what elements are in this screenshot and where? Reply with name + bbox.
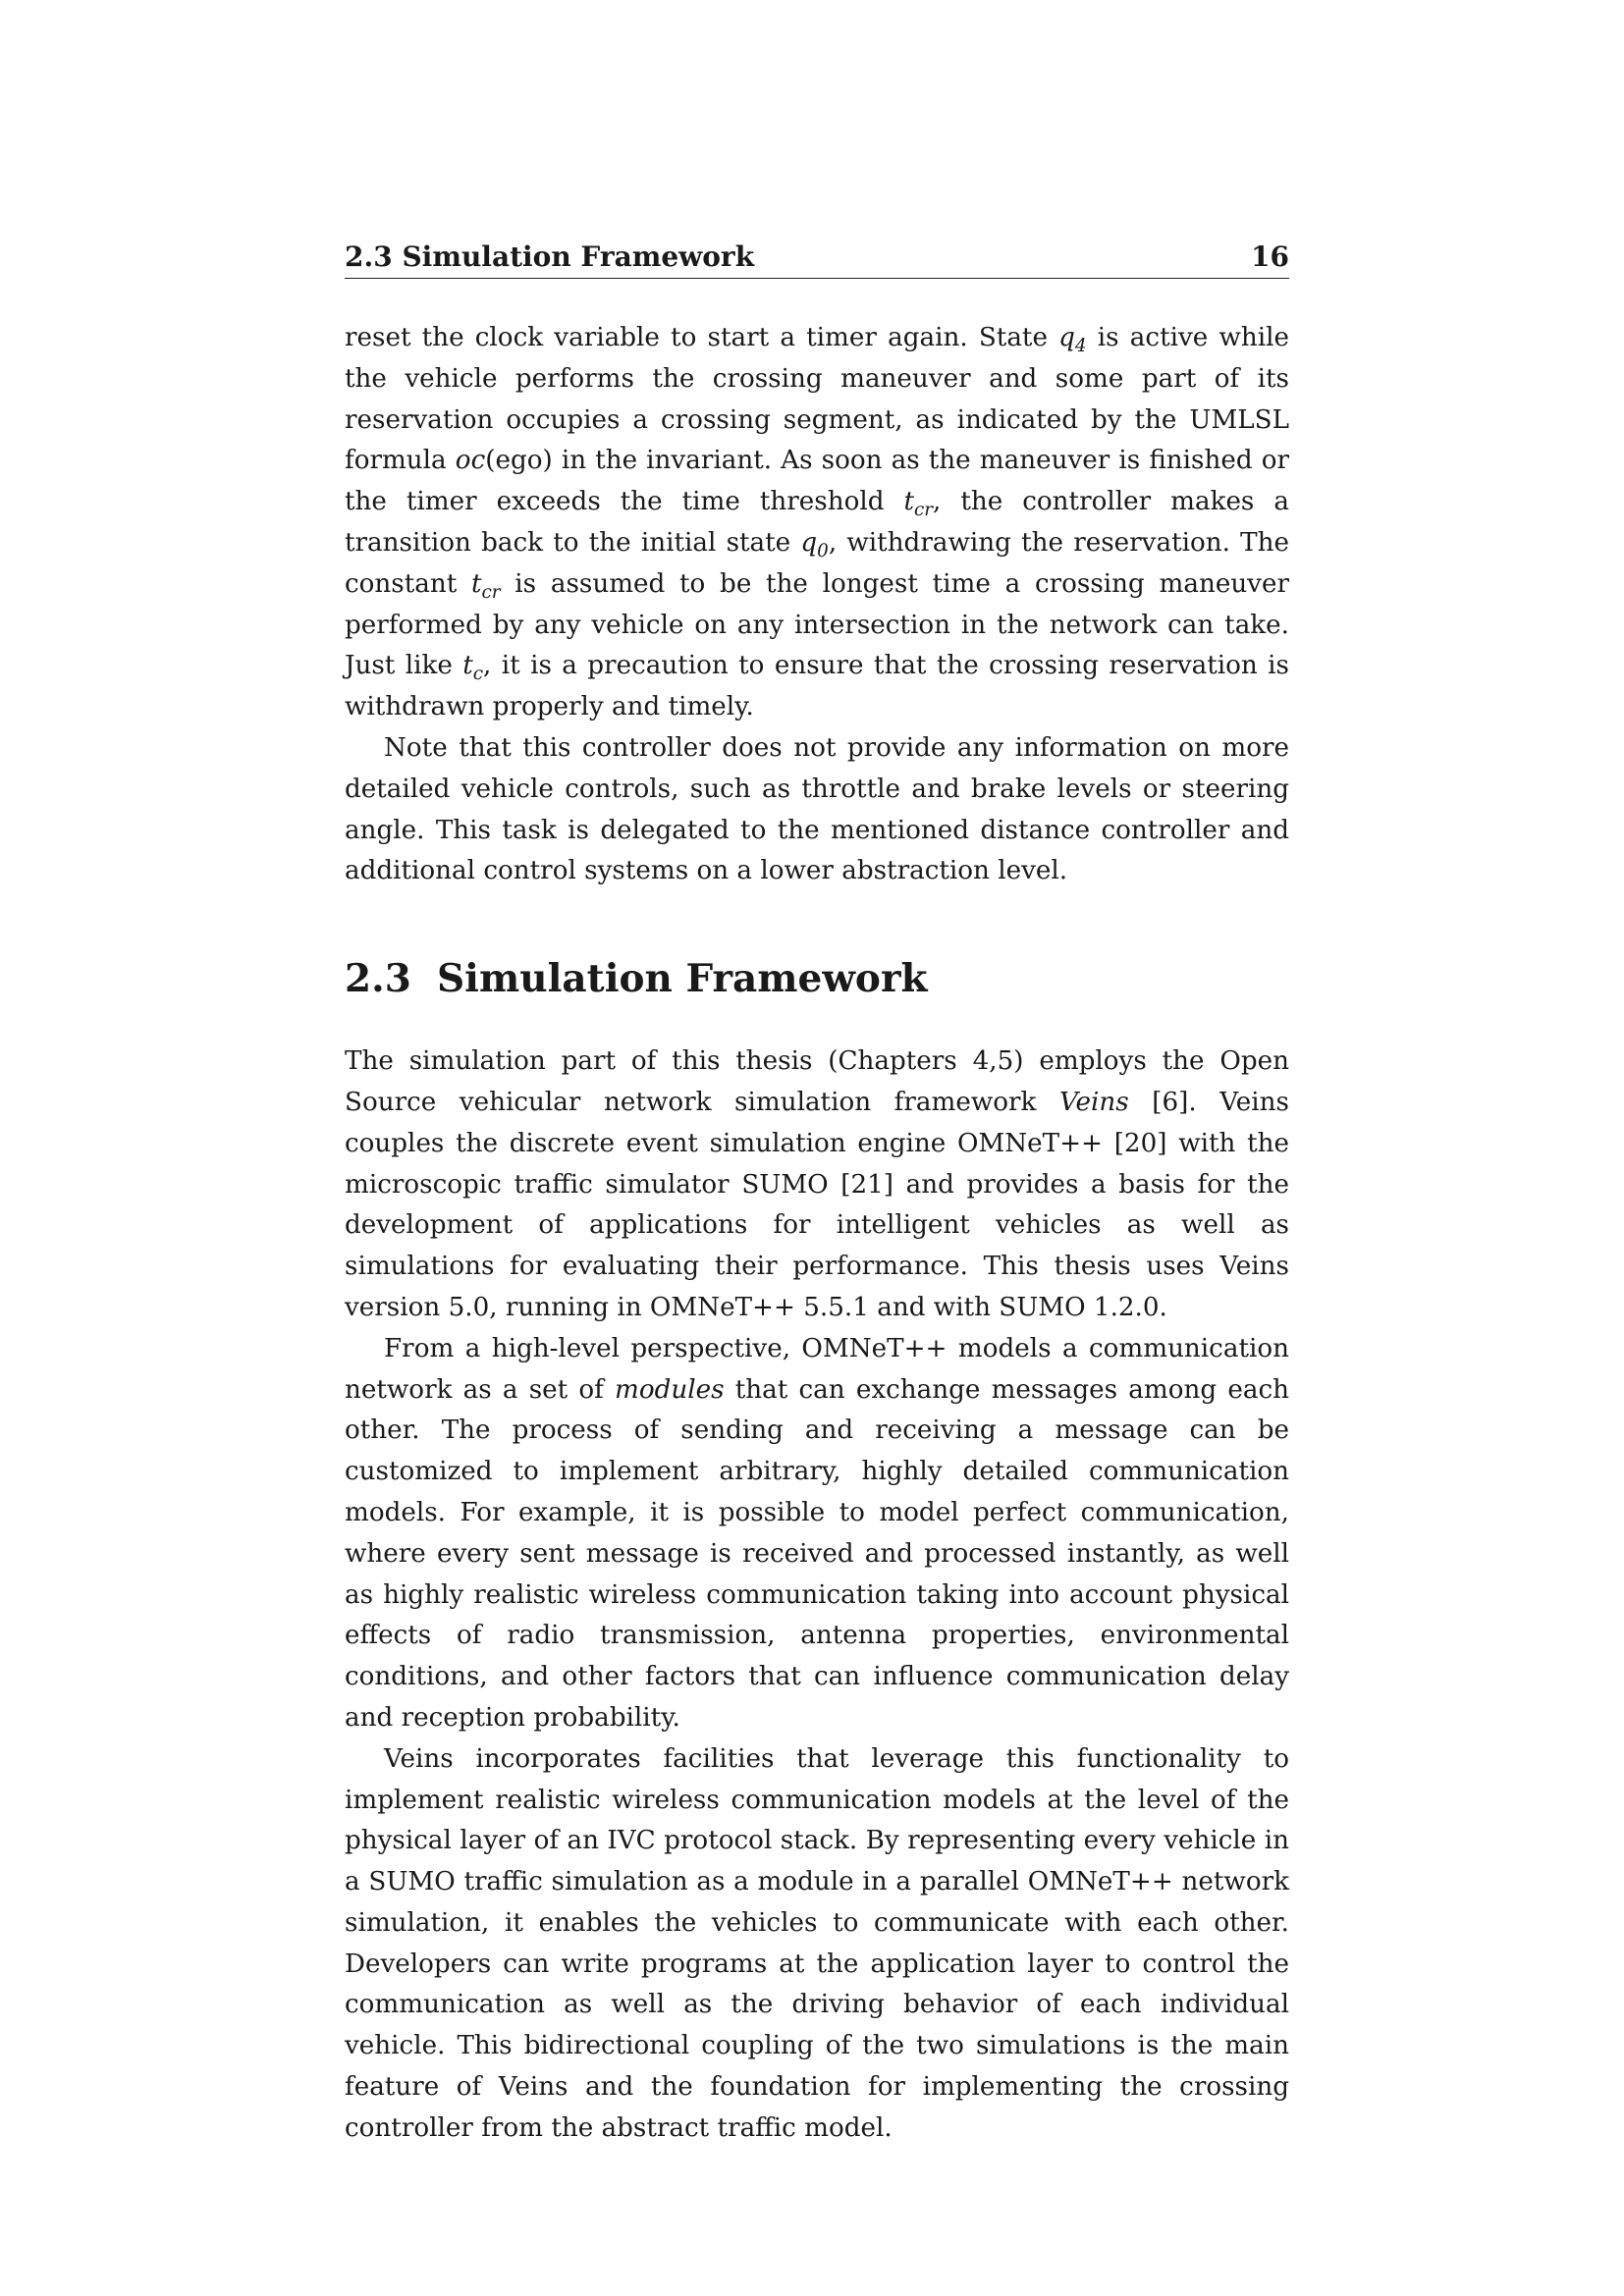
math-q4: $q_4$ — [1058, 323, 1087, 357]
p1-text-5: , withdrawing the reservation. The constant — [345, 527, 1289, 599]
section-heading — [345, 955, 1289, 1002]
p3-text-2: [6]. Veins couples the discrete event simulation engine OMNeT++ [20] with the microscopic traffic simulator SUMO [21] and provides a basis for the development of applications for intelligent vehicles as well as simulations for evaluating their performance. This thesis uses Veins version 5.0, running in OMNeT++ 5.5.1 and with SUMO 1.2.0. — [345, 1087, 1289, 1322]
p1-text-1: reset the clock variable to start a timer again. State — [345, 323, 1059, 352]
running-head-section: 2.3 Simulation Framework — [345, 240, 755, 273]
p1-text-4: , the controller makes a transition back to the initial state — [345, 487, 1289, 558]
modules-italic: modules — [615, 1374, 725, 1405]
paragraph-3 — [345, 1041, 1289, 1329]
math-tc: $t_c$ — [462, 651, 484, 685]
body-text — [345, 318, 1289, 2150]
p4-text-1: From a high-level perspective, OMNeT++ models a communication network as a set of — [345, 1333, 1289, 1405]
page — [345, 240, 1289, 2150]
page-number: 16 — [1251, 240, 1289, 273]
paragraph-2: Note that this controller does not provide any information on more detailed vehicle controls, such as throttle and brake levels or steering angle. This task is delegated to the mentioned distance controller and additional control systems on a lower abstraction level. — [345, 732, 1289, 886]
p1-text-3: (ego) in the invariant. As soon as the maneuver is finished or the timer exceeds the time threshold — [345, 446, 1289, 517]
math-tcr-1: $t_{cr}$ — [903, 487, 934, 521]
section-title: Simulation Framework — [437, 956, 928, 1002]
p1-text-6: is assumed to be the longest time a crossing maneuver performed by any vehicle on any intersection in the network can take. Just like — [345, 568, 1289, 681]
p1-text-2: is active while the vehicle performs the crossing maneuver and some part of its reservation occupies a crossing segment, as indicated by the UMLSL formula — [345, 323, 1289, 476]
paragraph-5: Veins incorporates facilities that leverage this functionality to implement realistic wireless communication models at the level of the physical layer of an IVC protocol stack. By representing every vehicle in a SUMO traffic simulation as a module in a parallel OMNeT++ network simulation, it enables the vehicles to communicate with each other. Developers can write programs at the application layer to control the communication as well as the driving behavior of each individual vehicle. This bidirectional coupling of the two simulations is the main feature of Veins and the foundation for implementing the crossing controller from the abstract traffic model. — [345, 1743, 1289, 2143]
p1-text-7: , it is a precaution to ensure that the crossing reservation is withdrawn properly and timely. — [345, 651, 1289, 722]
section-number: 2.3 — [345, 956, 411, 1002]
running-head — [345, 240, 1289, 279]
paragraph-1 — [345, 318, 1289, 728]
p4-text-2: that can exchange messages among each other. The process of sending and receiving a message can be customized to implement arbitrary, highly detailed communication models. For example, it is possible to model perfect communication, where every sent message is received and processed instantly, as well as highly realistic wireless communication taking into account physical effects of radio transmission, antenna properties, environmental conditions, and other factors that can influence communication delay and reception probability. — [345, 1374, 1289, 1733]
math-q0: $q_0$ — [800, 527, 829, 562]
math-oc: oc — [455, 446, 486, 476]
veins-italic: Veins — [1059, 1087, 1129, 1117]
math-tcr-2: $t_{cr}$ — [471, 568, 501, 604]
p3-text-1: The simulation part of this thesis (Chapters 4,5) employs the Open Source vehicular network simulation framework — [345, 1046, 1289, 1117]
paragraph-4 — [345, 1329, 1289, 1739]
